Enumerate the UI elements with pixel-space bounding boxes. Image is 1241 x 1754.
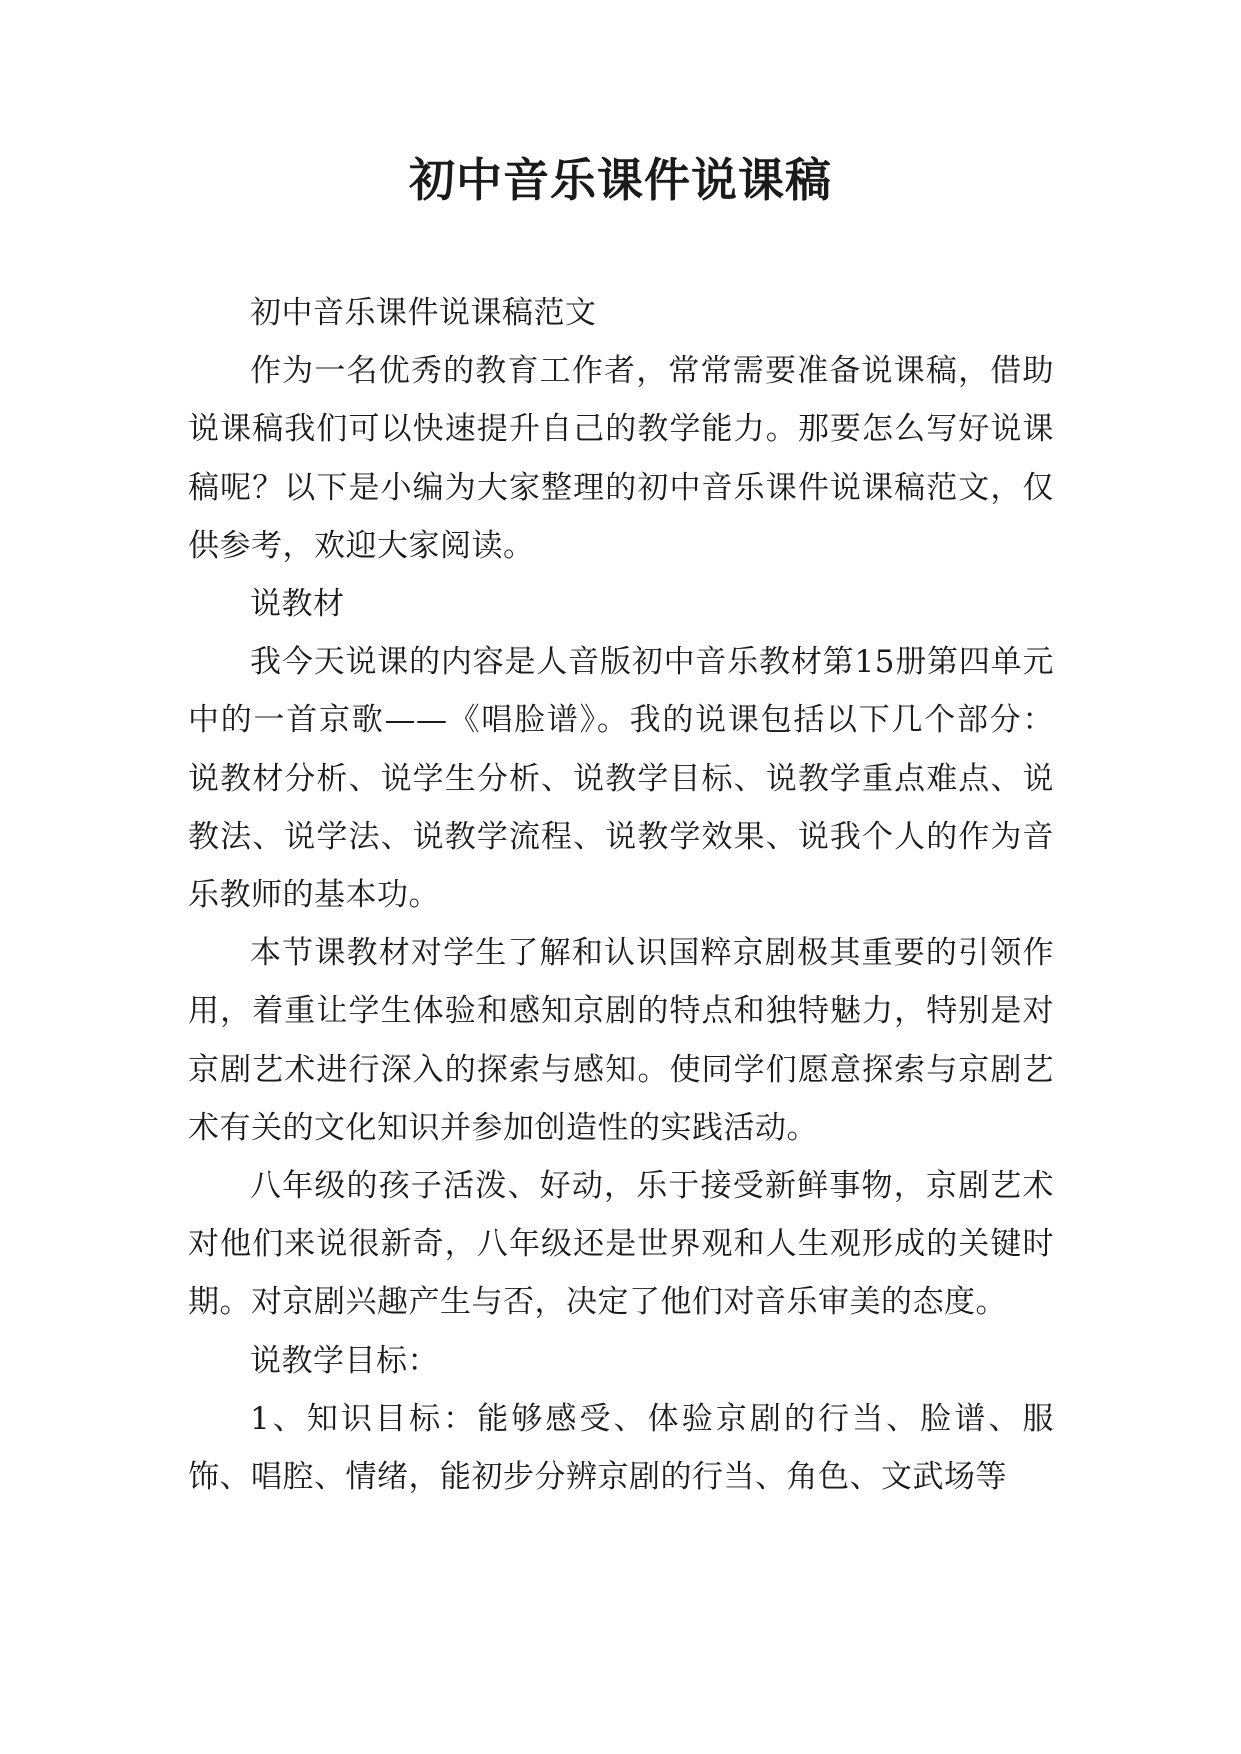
knowledge-goal-paragraph: 1、知识目标：能够感受、体验京剧的行当、脸谱、服饰、唱腔、情绪，能初步分辨京剧的行当、角色、文武场等 [188, 1400, 1054, 1496]
textbook-paragraph: 我今天说课的内容是人音版初中音乐教材第15册第四单元中的一首京歌——《唱脸谱》。我的说课包括以下几个部分：说教材分析、说学生分析、说教学目标、说教学重点难点、说教法、说学法、说教学流程、说教学效果、说我个人的作为音乐教师的基本功。 [188, 644, 1054, 914]
document-title: 初中音乐课件说课稿 [409, 153, 832, 207]
section-heading-textbook: 说教材 [250, 586, 345, 623]
student-analysis-paragraph: 八年级的孩子活泼、好动，乐于接受新鲜事物，京剧艺术对他们来说很新奇，八年级还是世界观和人生观形成的关键时期。对京剧兴趣产生与否，决定了他们对音乐审美的态度。 [188, 1168, 1054, 1321]
intro-paragraph: 作为一名优秀的教育工作者，常常需要准备说课稿，借助说课稿我们可以快速提升自己的教学能力。那要怎么写好说课稿呢？以下是小编为大家整理的初中音乐课件说课稿范文，仅供参考，欢迎大家阅读。 [188, 353, 1054, 564]
document-body [188, 284, 1054, 1506]
subtitle-paragraph: 初中音乐课件说课稿范文 [250, 295, 597, 331]
section-heading-goals: 说教学目标： [250, 1342, 439, 1379]
textbook-role-paragraph: 本节课教材对学生了解和认识国粹京剧极其重要的引领作用，着重让学生体验和感知京剧的特点和独特魅力，特别是对京剧艺术进行深入的探索与感知。使同学们愿意探索与京剧艺术有关的文化知识并参加创造性的实践活动。 [188, 935, 1054, 1146]
